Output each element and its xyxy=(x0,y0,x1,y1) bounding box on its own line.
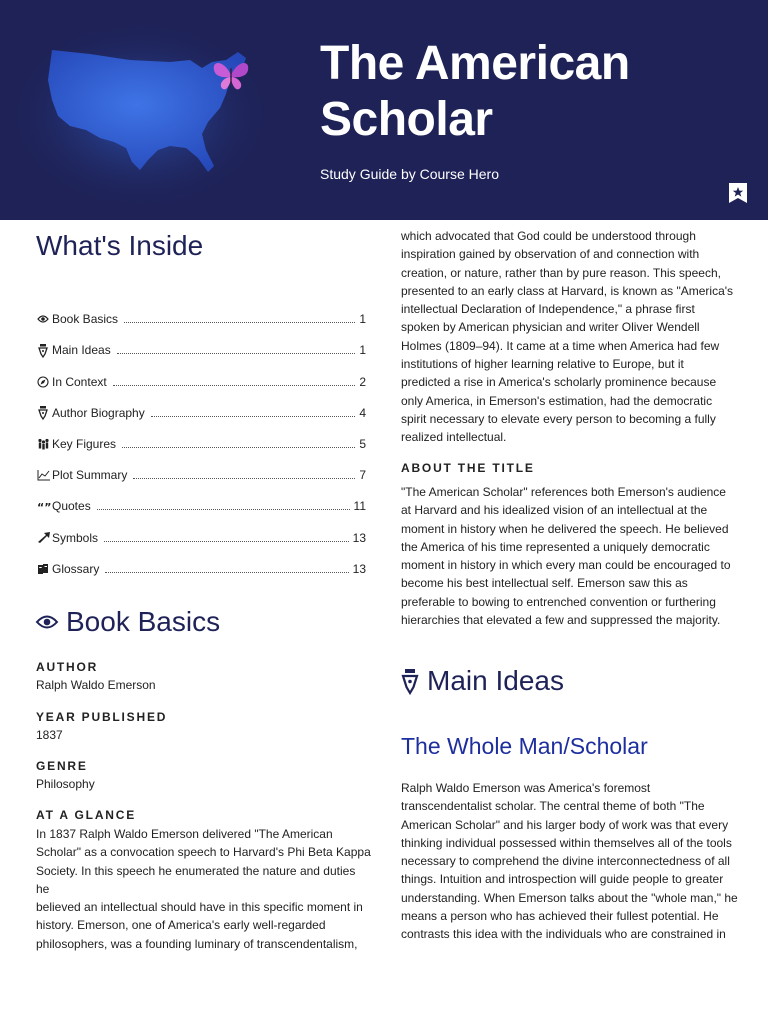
title-line-2: Scholar xyxy=(320,93,493,146)
toc-item-quotes[interactable] xyxy=(36,482,366,513)
about-title-paragraph xyxy=(401,483,741,629)
toc-leader-dots xyxy=(133,478,355,479)
toc-leader-dots xyxy=(113,385,356,386)
toc-item-page: 1 xyxy=(359,312,366,327)
text-line: transcendentalist scholar. The central theme of both "The xyxy=(401,799,705,814)
compass-icon xyxy=(36,375,50,389)
text-line: at Harvard and his idealized vision of an intellectual at the xyxy=(401,503,708,518)
toc-leader-dots xyxy=(151,416,356,417)
toc-item-label: Symbols xyxy=(52,530,99,545)
text-line: preferable to bowing to entrenched convention or furthering xyxy=(401,594,716,609)
genre-value: Philosophy xyxy=(36,777,95,791)
text-line: things. Intuition and introspection will guide people to greater xyxy=(401,872,724,887)
text-line: philosophers, was a founding luminary of transcendentalism, xyxy=(36,936,358,951)
toc-item-label: Author Biography xyxy=(52,405,145,420)
toc-item-author-biography[interactable] xyxy=(36,389,366,420)
author-label: AUTHOR xyxy=(36,660,99,674)
toc-item-label: Glossary xyxy=(52,561,100,576)
quote-icon xyxy=(36,499,50,513)
usa-map-icon xyxy=(30,30,270,190)
toc-item-page: 5 xyxy=(359,436,366,451)
toc-item-page: 13 xyxy=(352,561,366,576)
at-a-glance-paragraph xyxy=(36,825,371,953)
pen-nib-icon xyxy=(36,343,50,357)
main-ideas-heading-text: Main Ideas xyxy=(427,665,564,696)
book-icon xyxy=(36,562,50,576)
text-line: means a person who has achieved their fullest potential. He xyxy=(401,909,719,924)
text-line: Holmes (1809–94). It came at a time when America had few xyxy=(401,338,720,353)
text-line: the America of his time represented a uniquely democratic xyxy=(401,539,710,554)
toc-item-label: Key Figures xyxy=(52,436,117,451)
text-line: Scholar" as a convocation speech to Harvard's Phi Beta Kappa xyxy=(36,845,371,860)
toc-leader-dots xyxy=(105,572,348,573)
text-line: creation, or nature, rather than by pure reason. This speech, xyxy=(401,265,721,280)
year-value: 1837 xyxy=(36,728,63,742)
author-value: Ralph Waldo Emerson xyxy=(36,678,156,692)
toc-leader-dots xyxy=(97,509,350,510)
text-line: American Scholar" and his larger body of work was that every xyxy=(401,817,729,832)
pen-nib-icon xyxy=(401,669,419,693)
header-banner xyxy=(0,0,768,220)
text-line: institutions of higher learning relative to Europe, but it xyxy=(401,357,684,372)
butterfly-icon xyxy=(210,56,252,94)
book-basics-heading xyxy=(36,606,220,638)
toc-item-book-basics[interactable] xyxy=(36,295,366,326)
text-line: Society. In this speech he enumerated the nature and duties he xyxy=(36,863,356,896)
toc-leader-dots xyxy=(124,322,355,323)
toc-leader-dots xyxy=(122,447,355,448)
text-line: become his best intellectual self. Emerson saw this as xyxy=(401,576,688,591)
text-line: predicted a rise in America's scholarly prominence because xyxy=(401,375,717,390)
text-line: presented to an early class at Harvard, is known as "America's xyxy=(401,283,734,298)
text-line: contrasts this idea with the individuals who are constrained in xyxy=(401,927,726,942)
toc-item-page: 4 xyxy=(359,405,366,420)
document-title xyxy=(320,36,740,148)
toc-item-label: Plot Summary xyxy=(52,468,128,483)
text-line: intellectual Declaration of Independence," a phrase first xyxy=(401,302,695,317)
text-line: inspiration gained by observation of and connection with xyxy=(401,247,700,262)
text-line: necessary to comprehend the divine interconnectedness of all xyxy=(401,854,730,869)
title-line-1: The American xyxy=(320,37,630,90)
at-a-glance-label: AT A GLANCE xyxy=(36,808,137,822)
toc-leader-dots xyxy=(117,353,356,354)
text-line: history. Emerson, one of America's early well-regarded xyxy=(36,918,326,933)
text-line: "The American Scholar" references both Emerson's audience xyxy=(401,485,726,499)
text-line: thinking individual possessed within themselves all of the tools xyxy=(401,835,732,850)
pen-nib-icon xyxy=(36,406,50,420)
toc-item-page: 7 xyxy=(359,468,366,483)
eye-icon xyxy=(36,614,58,630)
arrow-icon xyxy=(36,531,50,545)
text-line: hierarchies that elevated a few and suppressed the majority. xyxy=(401,613,721,628)
book-basics-heading-text: Book Basics xyxy=(66,606,221,637)
svg-text:“”: “” xyxy=(36,500,51,514)
toc-item-page: 2 xyxy=(359,374,366,389)
genre-label: GENRE xyxy=(36,759,88,773)
toc-item-label: Quotes xyxy=(52,499,91,514)
text-line: spirit necessary to elevate every person to becoming a fully xyxy=(401,411,716,426)
toc-item-key-figures[interactable] xyxy=(36,420,366,451)
toc-item-symbols[interactable] xyxy=(36,513,366,544)
text-line: believed an intellectual should have in this specific moment in xyxy=(36,900,363,915)
toc-item-page: 11 xyxy=(353,499,366,514)
text-line: realized intellectual. xyxy=(401,430,507,445)
toc-item-page: 1 xyxy=(359,343,366,358)
toc-item-label: Main Ideas xyxy=(52,343,111,358)
toc-item-page: 13 xyxy=(352,530,366,545)
text-line: Ralph Waldo Emerson was America's foremost xyxy=(401,781,651,795)
toc-item-label: In Context xyxy=(52,374,107,389)
line-chart-icon xyxy=(36,468,50,482)
main-ideas-heading xyxy=(401,665,564,697)
whole-man-paragraph xyxy=(401,779,741,944)
toc-heading: What's Inside xyxy=(36,230,204,261)
continued-paragraph xyxy=(401,227,736,447)
text-line: In 1837 Ralph Waldo Emerson delivered "The American xyxy=(36,827,333,841)
text-line: moment in history in which every man could be encouraged to xyxy=(401,558,731,573)
toc-item-glossary[interactable] xyxy=(36,545,366,576)
about-title-label: ABOUT THE TITLE xyxy=(401,461,535,475)
eye-icon xyxy=(36,312,50,326)
whole-man-heading: The Whole Man/Scholar xyxy=(401,733,648,759)
toc-item-plot-summary[interactable] xyxy=(36,451,366,482)
toc-item-main-ideas[interactable] xyxy=(36,326,366,357)
text-line: only America, in Emerson's estimation, had the democratic xyxy=(401,393,713,408)
toc-leader-dots xyxy=(104,541,349,542)
toc-item-label: Book Basics xyxy=(52,312,119,327)
text-line: which advocated that God could be understood through xyxy=(401,229,696,243)
year-label: YEAR PUBLISHED xyxy=(36,710,168,724)
people-icon xyxy=(36,437,50,451)
text-line: understanding. When Emerson talks about the "whole man," he xyxy=(401,890,738,905)
table-of-contents xyxy=(36,295,366,576)
toc-item-in-context[interactable] xyxy=(36,357,366,388)
text-line: moment in history when he delivered the speech. He believed xyxy=(401,521,729,536)
text-line: spoken by American physician and writer Oliver Wendell xyxy=(401,320,700,335)
document-subtitle: Study Guide by Course Hero xyxy=(320,166,499,182)
bookmark-star-icon[interactable] xyxy=(728,182,748,204)
